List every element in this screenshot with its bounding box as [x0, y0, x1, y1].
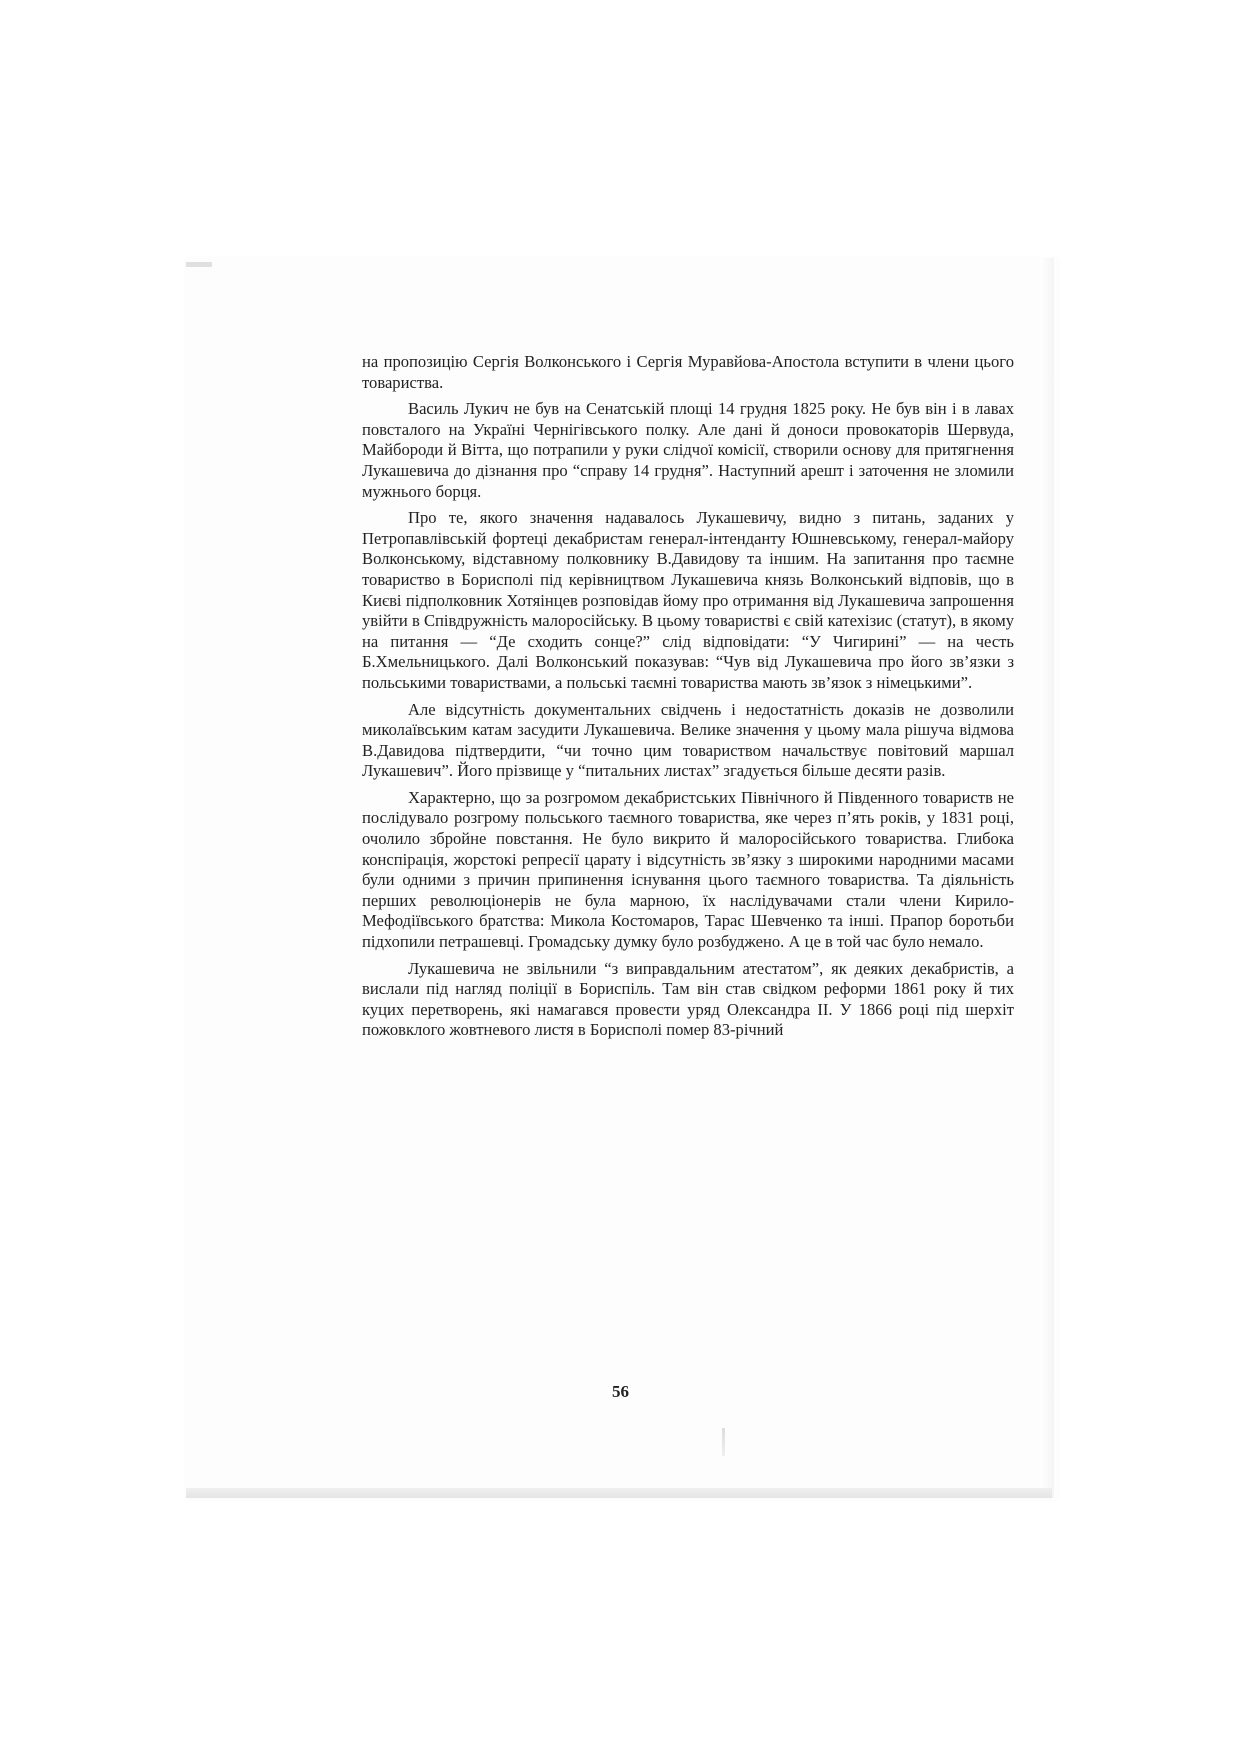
paragraph: Лукашевича не звільнили “з виправдальним атестатом”, як деяких декабристів, а вислали під нагляд поліції в Бориспіль. Там він став свідком реформи 1861 року й тих куцих перетворень, які намагався провести уряд Олександра ІІ. У 1866 році під шерхіт пожовклого жовтневого листя в Борисполі помер 83-річний [362, 958, 1014, 1040]
paragraph: Про те, якого значення надавалось Лукашевичу, видно з питань, заданих у Петропавлівській фортеці декабристам генерал-інтенданту Юшневському, генерал-майору Волконському, відставному полковнику В.Давидову та іншим. На запитання про таємне товариство в Борисполі під керівництвом Лукашевича князь Волконський відповів, що в Києві підполковник Хотяінцев розповідав йому про отримання від Лукашевича запрошення увійти в Співдружність малоросійську. В цьому товаристві є свій катехізис (статут), в якому на питання — “Де сходить сонце?” слід відповідати: “У Чигирині” — на честь Б.Хмельницького. Далі Волконський показував: “Чув від Лукашевича про його зв’язки з польськими товариствами, а польські таємні товариства мають зв’язок з німецькими”. [362, 508, 1014, 692]
paragraph: на пропозицію Сергія Волконського і Сергія Муравйова-Апостола вступити в члени цього товариства. [362, 352, 1014, 392]
scan-mark [186, 262, 212, 267]
scan-speck [722, 1428, 725, 1456]
paragraph: Василь Лукич не був на Сенатській площі 14 грудня 1825 року. Не був він і в лавах повсталого на Україні Чернігівського полку. Але дані й доноси провокаторів Шервуда, Майбороди й Вітта, що потрапили у руки слідчої комісії, створили основу для притягнення Лукашевича до дізнання про “справу 14 грудня”. Наступний арешт і заточення не зломили мужнього борця. [362, 399, 1014, 501]
page-number: 56 [612, 1382, 629, 1401]
scan-edge-bottom [186, 1488, 1052, 1498]
paragraph: Характерно, що за розгромом декабристських Північного й Південного товариств не послідувало розгрому польського таємного товариства, яке через п’ять років, у 1831 році, очолило збройне повстання. Не було викрито й малоросійського товариства. Глибока конспірація, жорстокі репресії царату і відсутність зв’язку з широкими народними масами були одними з причин припинення існування цього таємного товариства. Та діяльність перших революціонерів не була марною, їх наслідувачами стали члени Кирило-Мефодіївського братства: Микола Костомаров, Тарас Шевченко та інші. Прапор боротьби підхопили петрашевці. Громадську думку було розбуджено. А це в той час було немало. [362, 787, 1014, 952]
scan-edge-right [1040, 258, 1054, 1498]
paragraph: Але відсутність документальних свідчень і недостатність доказів не дозволили миколаївським катам засудити Лукашевича. Велике значення у цьому мала рішуча відмова В.Давидова підтвердити, “чи точно цим товариством начальствує повітовий маршал Лукашевич”. Його прізвище у “питальних листах” згадується більше десяти разів. [362, 699, 1014, 781]
body-text [362, 352, 1014, 1047]
